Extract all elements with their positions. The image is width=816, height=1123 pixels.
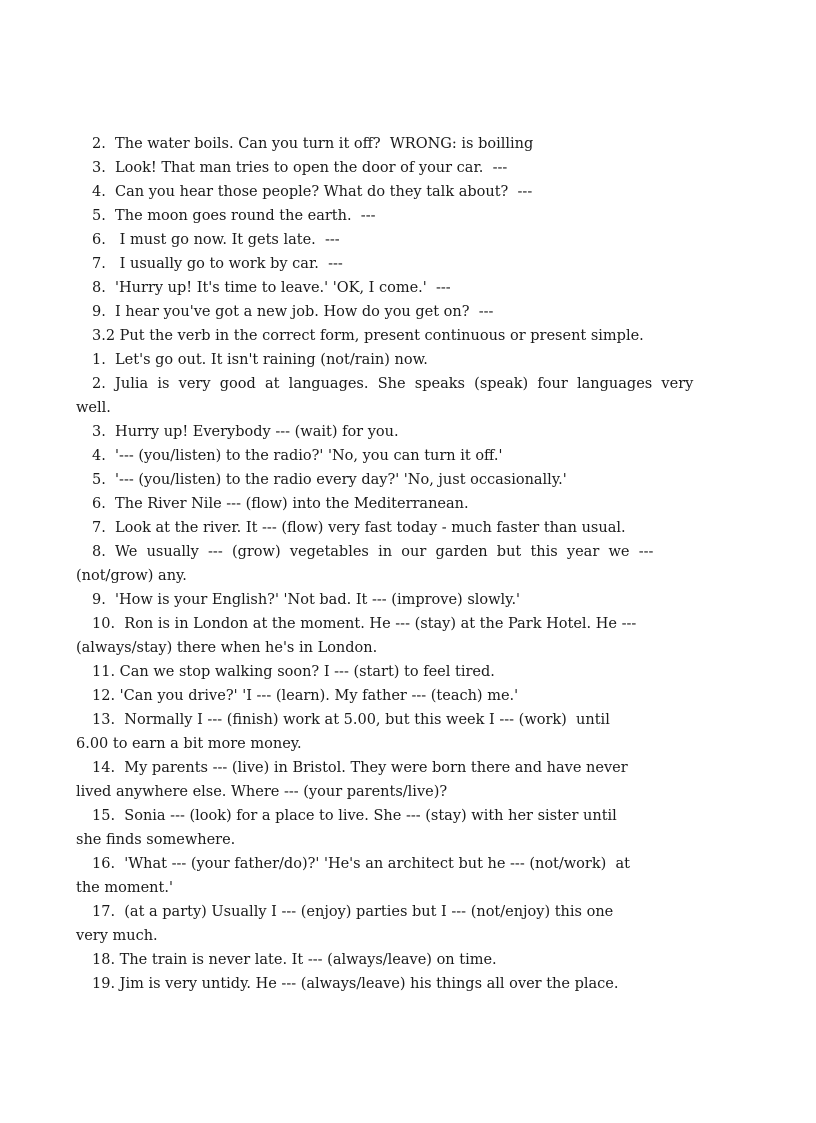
exercise-item: 12. 'Can you drive?' 'I --- (learn). My father --- (teach) me.' [92,688,519,704]
exercise-item: 6. I must go now. It gets late. --- [92,232,340,248]
exercise-item: 9. I hear you've got a new job. How do you get on? --- [92,304,494,320]
exercise-item: 3. Hurry up! Everybody --- (wait) for you. [92,424,399,440]
exercise-item: 10. Ron is in London at the moment. He --- (stay) at the Park Hotel. He --- [92,616,637,632]
exercise-item: 4. '--- (you/listen) to the radio?' 'No, you can turn it off.' [92,448,503,464]
exercise-item: 2. Julia is very good at languages. She speaks (speak) four languages very [92,376,694,392]
exercise-item-continuation: (not/grow) any. [76,568,187,584]
exercise-item-continuation: very much. [76,928,158,944]
exercise-item: 11. Can we stop walking soon? I --- (start) to feel tired. [92,664,495,680]
exercise-item: 8. 'Hurry up! It's time to leave.' 'OK, I come.' --- [92,280,451,296]
exercise-item: 8. We usually --- (grow) vegetables in our garden but this year we --- [92,544,654,560]
exercise-item: 17. (at a party) Usually I --- (enjoy) parties but I --- (not/enjoy) this one [92,904,614,920]
exercise-item-continuation: well. [76,400,111,416]
exercise-item: 19. Jim is very untidy. He --- (always/leave) his things all over the place. [92,976,619,992]
exercise-item-continuation: she finds somewhere. [76,832,236,848]
exercise-item: 9. 'How is your English?' 'Not bad. It --- (improve) slowly.' [92,592,521,608]
exercise-item: 5. '--- (you/listen) to the radio every day?' 'No, just occasionally.' [92,472,567,488]
exercise-item: 13. Normally I --- (finish) work at 5.00, but this week I --- (work) until [92,712,610,728]
exercise-item: 18. The train is never late. It --- (always/leave) on time. [92,952,497,968]
exercise-item-continuation: 6.00 to earn a bit more money. [76,736,302,752]
exercise-item: 4. Can you hear those people? What do they talk about? --- [92,184,533,200]
exercise-item: 16. 'What --- (your father/do)?' 'He's an architect but he --- (not/work) at [92,856,630,872]
exercise-item: 2. The water boils. Can you turn it off? WRONG: is boilling [92,136,534,152]
exercise-item: 3. Look! That man tries to open the door of your car. --- [92,160,508,176]
exercise-item: 7. Look at the river. It --- (flow) very fast today - much faster than usual. [92,520,626,536]
worksheet-page [76,132,741,996]
exercise-item-continuation: lived anywhere else. Where --- (your parents/live)? [76,784,448,800]
exercise-item: 14. My parents --- (live) in Bristol. They were born there and have never [92,760,628,776]
exercise-item-continuation: (always/stay) there when he's in London. [76,640,378,656]
section-heading: 3.2 Put the verb in the correct form, present continuous or present simple. [92,328,644,344]
exercise-item: 6. The River Nile --- (flow) into the Mediterranean. [92,496,469,512]
exercise-item: 15. Sonia --- (look) for a place to live. She --- (stay) with her sister until [92,808,617,824]
exercise-item-continuation: the moment.' [76,880,173,896]
exercise-item: 1. Let's go out. It isn't raining (not/rain) now. [92,352,428,368]
exercise-item: 5. The moon goes round the earth. --- [92,208,376,224]
exercise-item: 7. I usually go to work by car. --- [92,256,343,272]
